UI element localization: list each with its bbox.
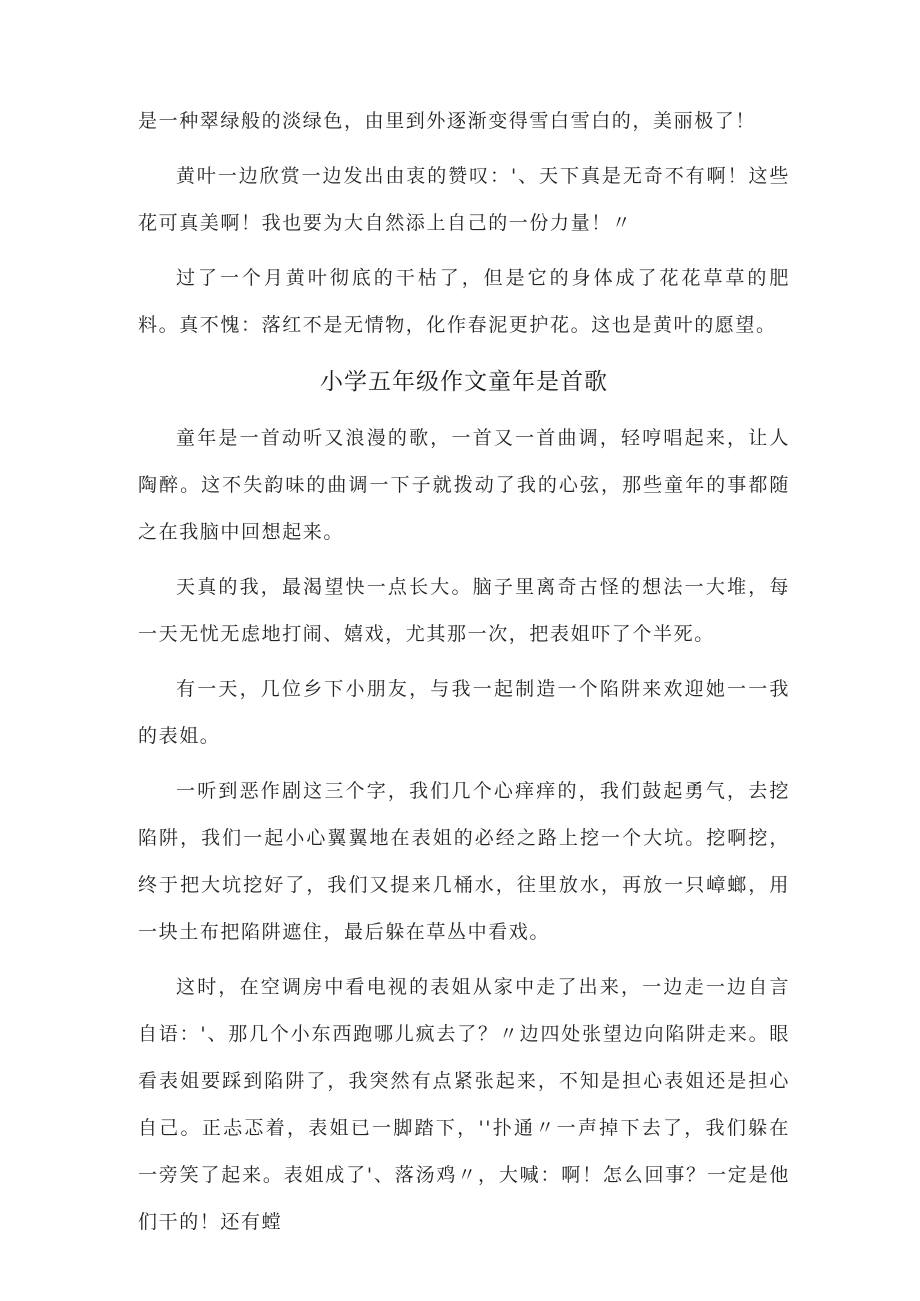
paragraph-3: 过了一个月黄叶彻底的干枯了，但是它的身体成了花花草草的肥料。真不愧：落红不是无情物，化作春泥更护花。这也是黄叶的愿望。 (138, 267, 790, 336)
document-page (138, 98, 790, 1254)
paragraph-4: 童年是一首动听又浪漫的歌，一首又一首曲调，轻哼唱起来，让人陶醉。这不失韵味的曲调一下子就拨动了我的心弦，那些童年的事都随之在我脑中回想起来。 (138, 427, 790, 543)
essay-title: 小学五年级作文童年是首歌 (320, 369, 608, 395)
paragraph-7: 一听到恶作剧这三个字，我们几个心痒痒的，我们鼓起勇气，去挖陷阱，我们一起小心翼翼地在表姐的必经之路上挖一个大坑。挖啊挖，终于把大坑挖好了，我们又提来几桶水，往里放水，再放一只嶂螂，用一块土布把陷阱遮住，最后躲在草丛中看戏。 (138, 780, 790, 943)
paragraph-2: 黄叶一边欣赏一边发出由衷的赞叹：'、天下真是无奇不有啊！这些花可真美啊！我也要为大自然添上自己的一份力量！〃 (138, 165, 790, 234)
paragraph-5: 天真的我，最渴望快一点长大。脑子里离奇古怪的想法一大堆，每一天无忧无虑地打闹、嬉戏，尤其那一次，把表姐吓了个半死。 (138, 576, 790, 645)
paragraph-1: 是一种翠绿般的淡绿色，由里到外逐渐变得雪白雪白的，美丽极了！ (138, 110, 757, 132)
paragraph-6: 有一天，几位乡下小朋友，与我一起制造一个陷阱来欢迎她一一我的表姐。 (138, 678, 790, 747)
paragraph-8: 这时，在空调房中看电视的表姐从家中走了出来，一边走一边自言自语：'、那几个小东西跑哪儿疯去了？〃边四处张望边向陷阱走来。眼看表姐要踩到陷阱了，我突然有点紧张起来，不知是担心表姐还是担心自己。正忐忑着，表姐已一脚踏下，''扑通〃一声掉下去了，我们躲在一旁笑了起来。表姐成了'、落汤鸡〃，大喊：啊！怎么回事？一定是他们干的！还有螳 (138, 976, 790, 1233)
